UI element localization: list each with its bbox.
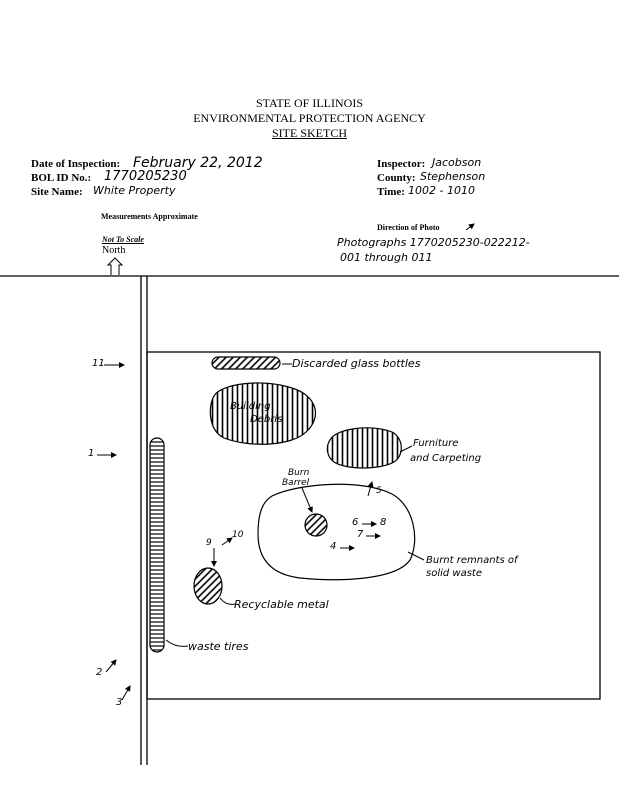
furniture-label-2: and Carpeting (410, 453, 482, 464)
county-value: Stephenson (420, 170, 486, 183)
photographs-line1: Photographs 1770205230-022212- (337, 236, 530, 249)
north-label: North (102, 245, 126, 256)
inspector-label: Inspector: (377, 158, 426, 170)
recyclable-metal-area (194, 568, 222, 604)
header-state: STATE OF ILLINOIS (255, 96, 364, 110)
photo-3-number: 3 (116, 697, 123, 708)
site-name-value: White Property (93, 184, 176, 197)
waste-tires-leader (166, 640, 188, 646)
photo-5-arrow (368, 482, 372, 496)
header-site-sketch: SITE SKETCH (272, 126, 347, 140)
burnt-remnants-label-1: Burnt remnants of (426, 555, 518, 566)
time-label: Time: (377, 186, 405, 198)
photo-5-number: 5 (376, 486, 382, 496)
direction-of-photo-label: Direction of Photo (377, 223, 440, 232)
photo-2-number: 2 (96, 667, 103, 678)
county-label: County: (377, 172, 416, 184)
photo-6-number: 6 (352, 517, 359, 528)
building-debris-label-1: Building (230, 401, 271, 412)
burn-barrel-label-1: Burn (288, 468, 310, 478)
photo-7-number: 7 (357, 529, 364, 540)
photo-3-arrow (122, 686, 130, 700)
north-arrow-icon (108, 258, 122, 275)
photo-10-arrow (222, 538, 232, 545)
waste-tires-label: waste tires (188, 640, 249, 653)
date-value: February 22, 2012 (133, 155, 263, 171)
photo-4-number: 4 (330, 541, 337, 552)
burn-barrel-label-2: Barrel (282, 478, 310, 488)
bol-value: 1770205230 (104, 169, 187, 184)
furniture-label-1: Furniture (413, 438, 459, 449)
glass-bottles-label: Discarded glass bottles (292, 357, 421, 370)
burn-barrel-marker (305, 514, 327, 536)
date-label: Date of Inspection: (31, 158, 121, 170)
photographs-line2: 001 through 011 (340, 251, 433, 264)
recyclable-metal-label: Recyclable metal (234, 598, 329, 611)
furniture-carpeting-area (327, 428, 401, 468)
building-debris-label-2: Debris (250, 414, 283, 425)
photo-11-number: 11 (92, 358, 105, 369)
inspector-value: Jacobson (432, 156, 482, 169)
photo-10-number: 10 (232, 530, 244, 540)
measurements-note: Measurements Approximate (101, 212, 198, 221)
waste-tires-area (150, 438, 164, 652)
site-name-label: Site Name: (31, 186, 83, 198)
bol-label: BOL ID No.: (31, 172, 92, 184)
photo-1-number: 1 (88, 448, 95, 459)
burnt-remnants-label-2: solid waste (426, 568, 483, 579)
header-agency: ENVIRONMENTAL PROTECTION AGENCY (193, 111, 426, 125)
photo-8-number: 8 (380, 517, 387, 528)
burn-barrel-leader (302, 488, 312, 512)
not-to-scale-note: Not To Scale (102, 235, 144, 244)
time-value: 1002 - 1010 (408, 184, 475, 197)
burnt-remnants-area (258, 484, 415, 579)
direction-of-photo-icon (466, 224, 474, 230)
photo-2-arrow (106, 660, 116, 672)
glass-bottles-area (212, 357, 280, 369)
photo-9-number: 9 (206, 538, 212, 548)
